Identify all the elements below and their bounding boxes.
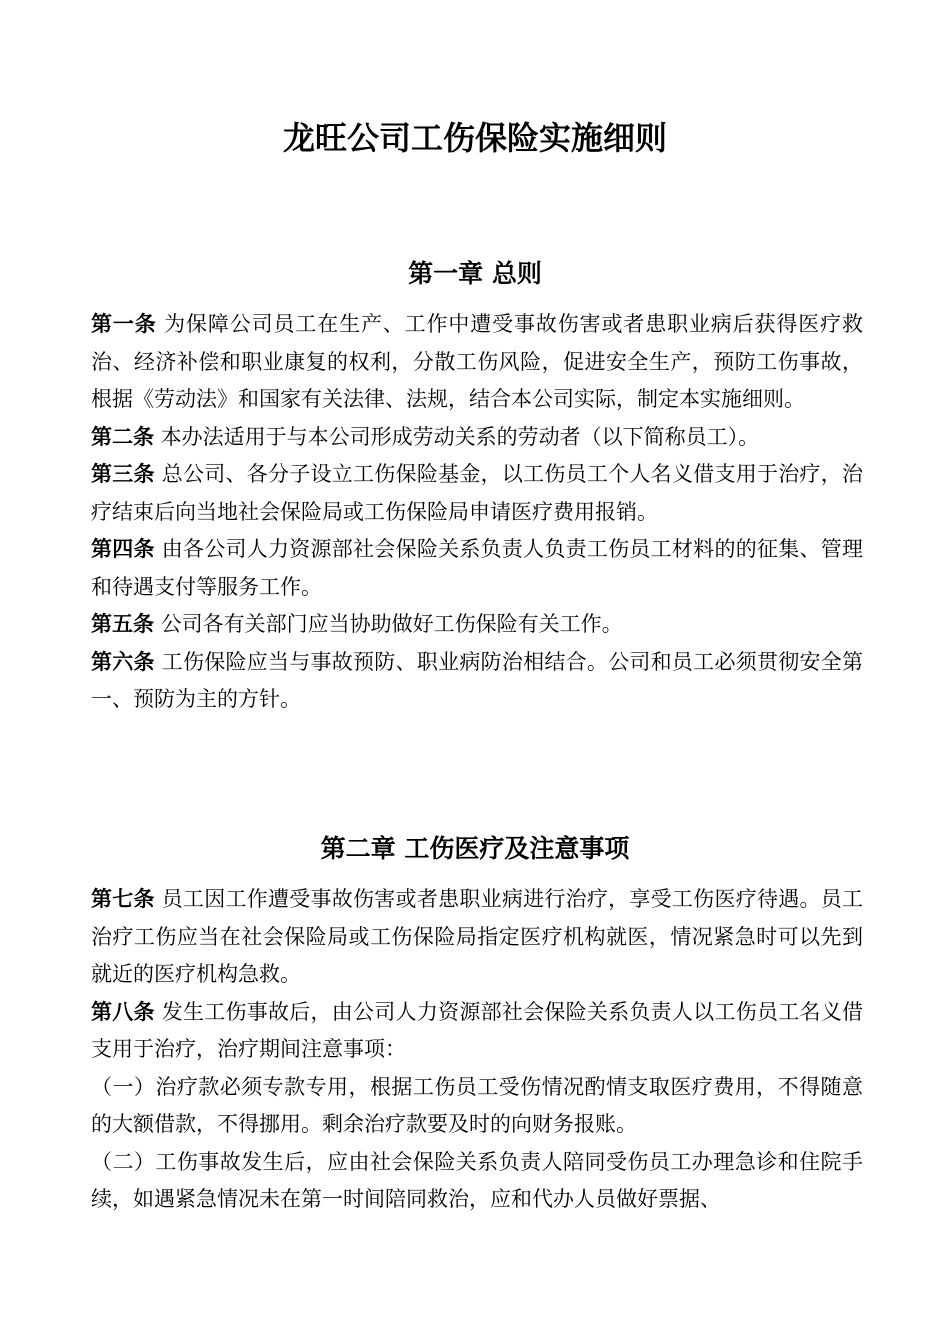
list-item-paragraph [91, 1069, 863, 1144]
article-text: 发生工伤事故后，由公司人力资源部社会保险关系负责人以工伤员工名义借支用于治疗，治疗期间注意事项： [91, 999, 863, 1061]
article-paragraph [91, 881, 863, 994]
article-text: 工伤保险应当与事故预防、职业病防治相结合。公司和员工必须贯彻安全第一、预防为主的方针。 [91, 649, 863, 711]
article-label: 第四条 [91, 537, 155, 561]
list-item-text: （二）工伤事故发生后，应由社会保险关系负责人陪同受伤员工办理急诊和住院手续，如遇紧急情况未在第一时间陪同救治，应和代办人员做好票据、 [91, 1149, 863, 1211]
article-paragraph [91, 456, 863, 531]
article-paragraph [91, 994, 863, 1069]
article-text: 本办法适用于与本公司形成劳动关系的劳动者（以下简称员工）。 [154, 424, 760, 449]
article-paragraph [91, 306, 863, 419]
article-label: 第五条 [91, 612, 154, 636]
article-text: 为保障公司员工在生产、工作中遭受事故伤害或者患职业病后获得医疗救治、经济补偿和职业康复的权利，分散工伤风险，促进安全生产，预防工伤事故，根据《劳动法》和国家有关法律、法规，结合本公司实际，制定本实施细则。 [91, 312, 863, 411]
article-paragraph [91, 606, 863, 644]
chapter-1-body [91, 306, 863, 719]
article-paragraph [91, 644, 863, 719]
article-text: 员工因工作遭受事故伤害或者患职业病进行治疗，享受工伤医疗待遇。员工治疗工伤应当在社会保险局或工伤保险局指定医疗机构就医，情况紧急时可以先到就近的医疗机构急救。 [91, 887, 863, 986]
document-title: 龙旺公司工伤保险实施细则 [282, 119, 667, 157]
chapter-2-body [91, 881, 863, 1219]
list-item-text: （一）治疗款必须专款专用，根据工伤员工受伤情况酌情支取医疗费用，不得随意的大额借款，不得挪用。剩余治疗款要及时的向财务报账。 [91, 1074, 863, 1136]
chapter-2-heading: 第二章 工伤医疗及注意事项 [320, 834, 630, 863]
article-label: 第三条 [91, 462, 155, 486]
article-label: 第七条 [91, 887, 155, 911]
article-text: 公司各有关部门应当协助做好工伤保险有关工作。 [154, 612, 623, 636]
article-label: 第二条 [91, 424, 154, 449]
article-text: 总公司、各分子设立工伤保险基金，以工伤员工个人名义借支用于治疗，治疗结束后向当地社会保险局或工伤保险局申请医疗费用报销。 [91, 462, 863, 524]
article-label: 第一条 [91, 312, 157, 336]
article-label: 第八条 [91, 999, 155, 1024]
list-item-paragraph [91, 1144, 863, 1219]
article-label: 第六条 [91, 649, 155, 674]
article-paragraph [91, 531, 863, 606]
article-paragraph [91, 419, 863, 457]
article-text: 由各公司人力资源部社会保险关系负责人负责工伤员工材料的的征集、管理和待遇支付等服务工作。 [91, 537, 863, 599]
chapter-1-heading: 第一章 总则 [408, 259, 542, 288]
